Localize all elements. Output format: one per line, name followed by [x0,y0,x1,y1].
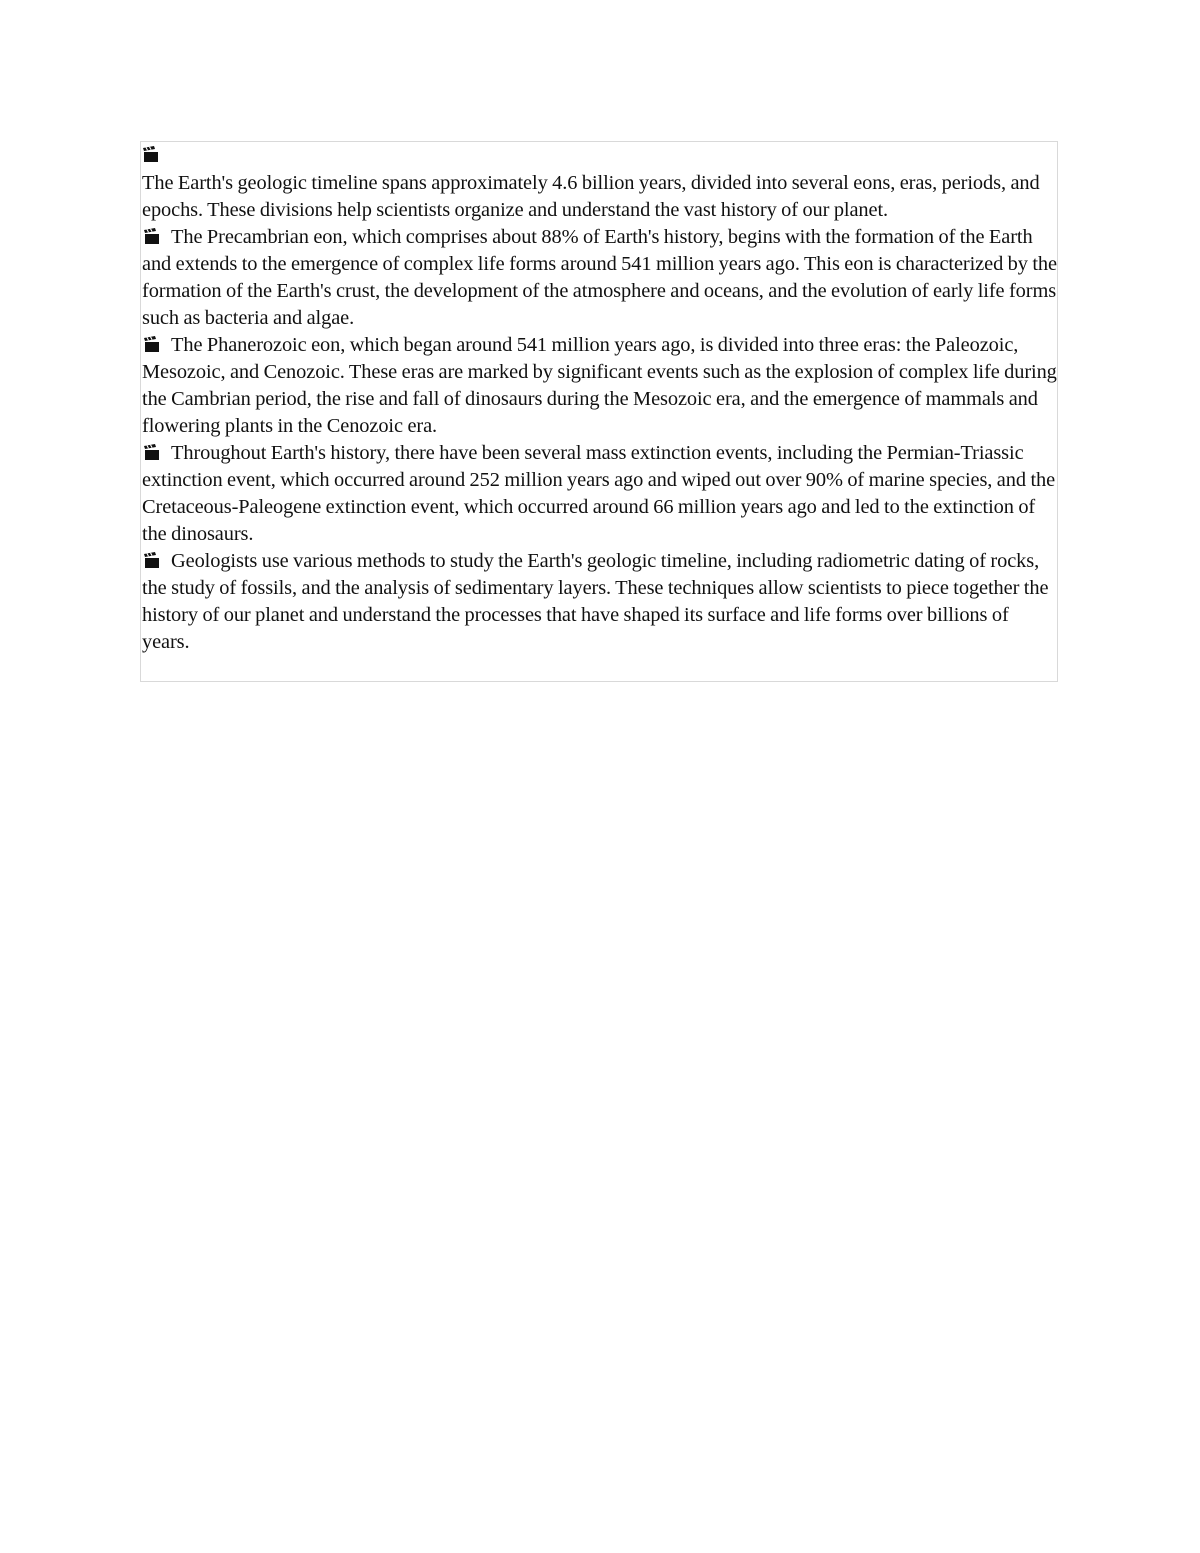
document-text-box [140,141,1058,682]
clapperboard-icon [143,228,160,245]
list-item [142,224,1057,332]
top-icon-row [142,144,1057,170]
list-item-text: The Precambrian eon, which comprises about 88% of Earth's history, begins with the formation of the Earth and extends to the emergence of complex life forms around 541 million years ago. This eon is characterized by the formation of the Earth's crust, the development of the atmosphere and oceans, and the evolution of early life forms such as bacteria and algae. [142,226,1057,329]
list-item-text: The Phanerozoic eon, which began around 541 million years ago, is divided into three eras: the Paleozoic, Mesozoic, and Cenozoic. These eras are marked by significant events such as the explosion of complex life during the Cambrian period, the rise and fall of dinosaurs during the Mesozoic era, and the emergence of mammals and flowering plants in the Cenozoic era. [142,334,1057,437]
list-item-text: Throughout Earth's history, there have been several mass extinction events, including the Permian-Triassic extinction event, which occurred around 252 million years ago and wiped out over 90% of marine species, and the Cretaceous-Paleogene extinction event, which occurred around 66 million years ago and led to the extinction of the dinosaurs. [142,442,1056,545]
list-item [142,548,1057,656]
clapperboard-icon [143,552,160,569]
intro-paragraph: The Earth's geologic timeline spans approximately 4.6 billion years, divided into several eons, eras, periods, and epochs. These divisions help scientists organize and understand the vast history of our planet. [142,172,1040,221]
list-item [142,332,1057,440]
clapperboard-icon [142,146,159,163]
list-item-text: Geologists use various methods to study the Earth's geologic timeline, including radiometric dating of rocks, the study of fossils, and the analysis of sedimentary layers. These techniques allow scientists to piece together the history of our planet and understand the processes that have shaped its surface and life forms over billions of years. [142,550,1049,653]
clapperboard-icon [143,444,160,461]
clapperboard-icon [143,336,160,353]
list-item [142,440,1057,548]
